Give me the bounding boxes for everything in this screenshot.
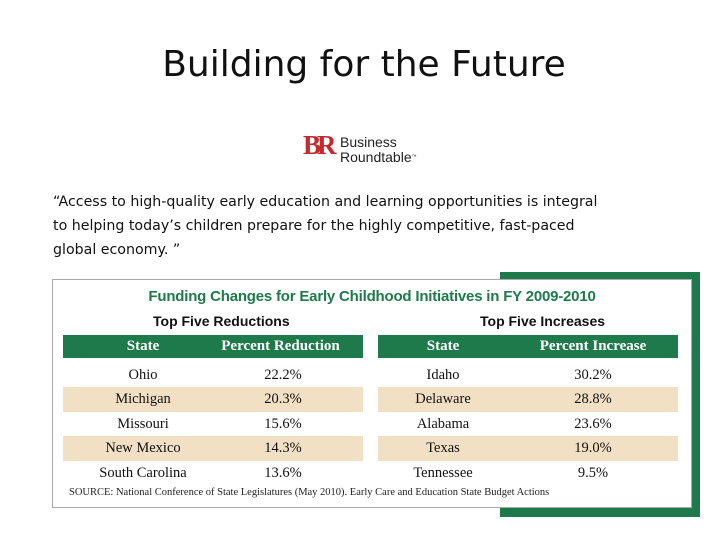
value-cell: 23.6% (574, 415, 612, 432)
quote-line: “Access to high-quality early education and learning opportunities is integral (53, 194, 598, 210)
quote-text (53, 190, 663, 262)
state-cell: Delaware (415, 391, 471, 408)
increases-col-value: Percent Increase (539, 338, 647, 354)
slide-title: Building for the Future (162, 44, 566, 85)
increases-heading: Top Five Increases (480, 313, 606, 329)
logo-name (340, 135, 417, 165)
value-cell: 13.6% (264, 464, 302, 481)
value-cell: 20.3% (264, 391, 302, 408)
logo-line-1: Business (340, 134, 397, 150)
table-row (63, 412, 363, 436)
value-cell: 19.0% (574, 440, 612, 457)
table-row (378, 412, 678, 436)
quote-line: global economy. ” (53, 242, 181, 258)
state-cell: Missouri (117, 415, 169, 432)
value-cell: 30.2% (574, 367, 612, 383)
table-row (63, 363, 363, 387)
funding-table-panel (52, 279, 692, 508)
table-row (63, 387, 363, 411)
state-cell: Alabama (416, 415, 470, 432)
increases-header-row (378, 335, 678, 358)
increases-col-state: State (426, 338, 460, 354)
increases-rows (378, 363, 678, 485)
reductions-header-row (63, 335, 363, 358)
value-cell: 28.8% (574, 391, 612, 408)
state-cell: Texas (426, 440, 460, 457)
table-row (63, 436, 363, 460)
table-title: Funding Changes for Early Childhood Initiatives in FY 2009-2010 (148, 288, 596, 305)
table-row (378, 436, 678, 460)
state-cell: Michigan (115, 391, 171, 408)
state-cell: New Mexico (105, 440, 181, 457)
logo-mark: BR (303, 130, 333, 160)
value-cell: 9.5% (577, 464, 609, 481)
reductions-col-value: Percent Reduction (221, 338, 340, 354)
state-cell: Idaho (426, 367, 460, 383)
reductions-col-state: State (126, 338, 160, 354)
logo-trademark: ™ (411, 154, 417, 160)
state-cell: Ohio (128, 367, 158, 383)
quote-line: to helping today’s children prepare for the highly competitive, fast-paced (53, 218, 575, 234)
table-row (378, 461, 678, 485)
logo-line-2-text: Roundtable (340, 149, 412, 165)
logo-line-2 (340, 150, 417, 165)
value-cell: 15.6% (264, 415, 302, 432)
business-roundtable-logo (303, 130, 443, 170)
value-cell: 14.3% (264, 440, 302, 457)
state-cell: Tennessee (413, 464, 473, 481)
state-cell: South Carolina (99, 464, 187, 481)
reductions-rows (63, 363, 363, 485)
reductions-heading: Top Five Reductions (153, 313, 290, 329)
table-row (63, 461, 363, 485)
source-note: SOURCE: National Conference of State Legislatures (May 2010). Early Care and Education State Budget Actions (69, 487, 550, 498)
table-row (378, 387, 678, 411)
table-row (378, 363, 678, 387)
value-cell: 22.2% (264, 367, 302, 383)
